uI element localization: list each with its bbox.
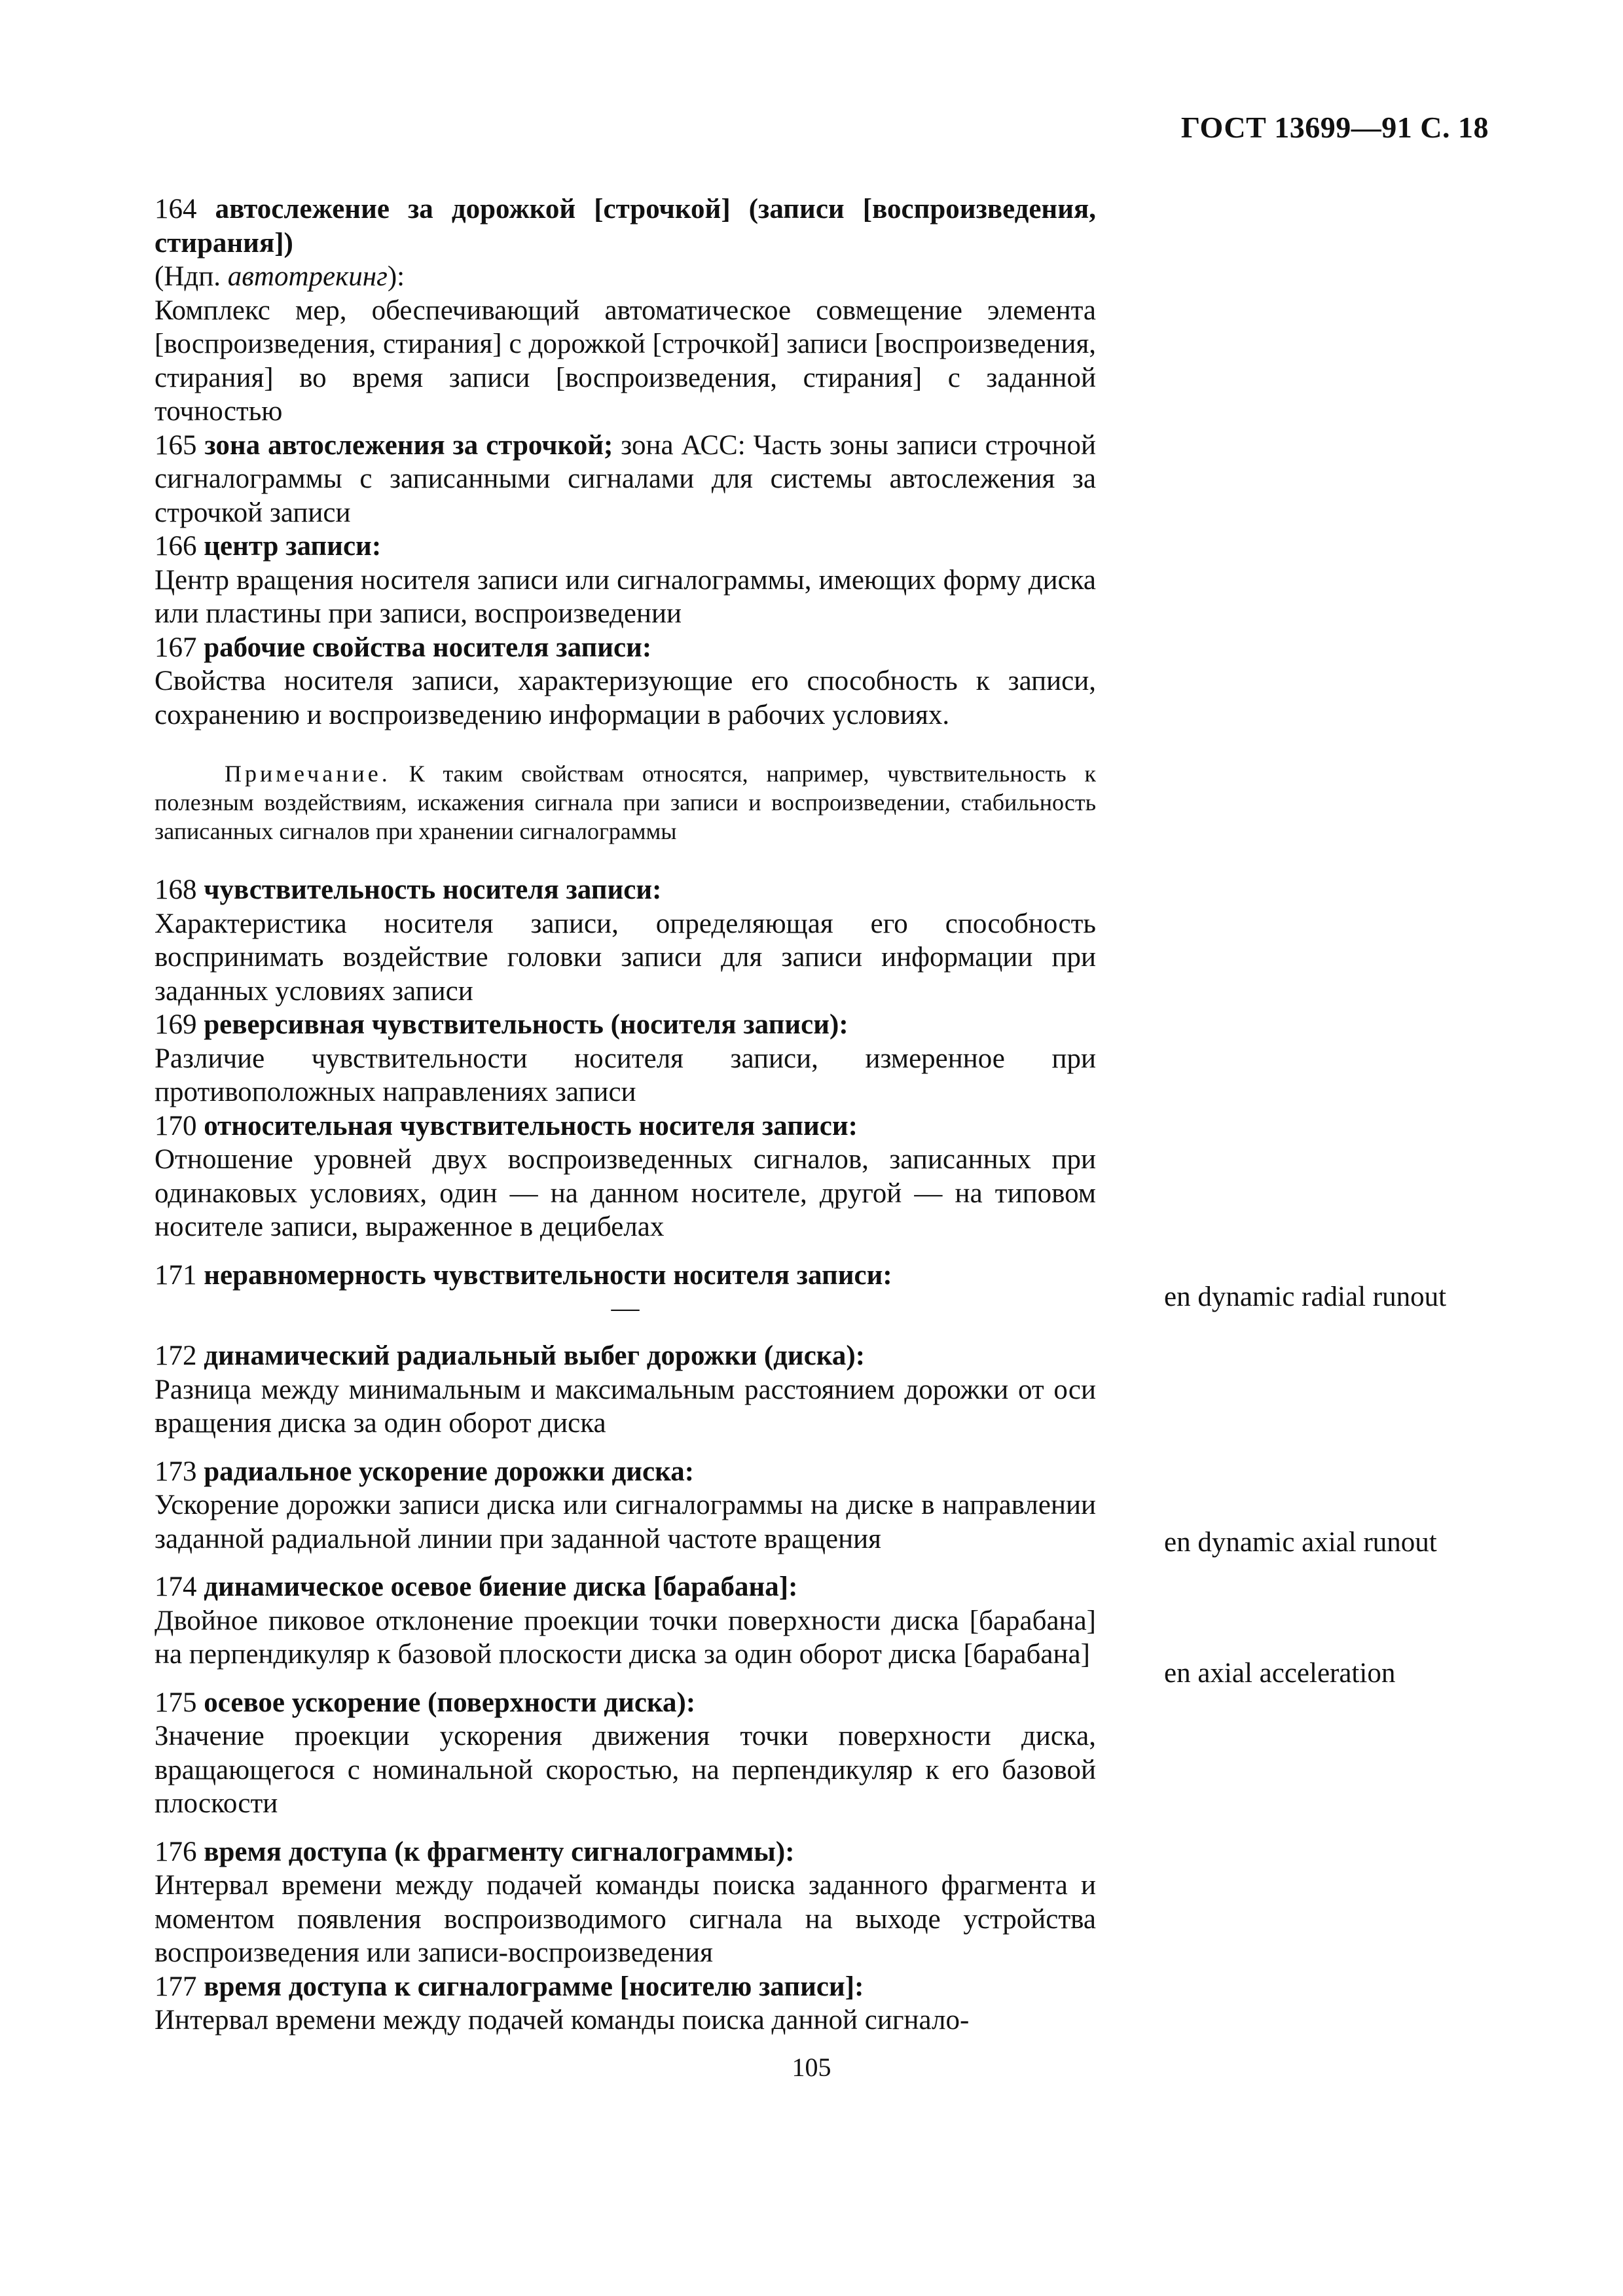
entry-176-head — [155, 1835, 1096, 1869]
entry-171 — [155, 1259, 1096, 1325]
entry-number: 164 — [155, 194, 197, 224]
entry-term: время доступа к сигналограмме [носителю записи]: — [204, 1971, 864, 2002]
entry-167-note — [155, 759, 1096, 846]
entry-number: 168 — [155, 874, 197, 905]
entry-173-head — [155, 1455, 1096, 1489]
terms-column — [155, 192, 1096, 2037]
entry-definition: Характеристика носителя записи, определяющая его способность воспринимать воздействие головки записи для записи информации при заданных условиях записи — [155, 908, 1096, 1007]
entry-term: рабочие свойства носителя записи: — [204, 632, 652, 663]
entry-definition: Отношение уровней двух воспроизведенных сигналов, записанных при одинаковых условиях, один — на данном носителе, другой — на типовом носителе записи, выраженное в децибелах — [155, 1144, 1096, 1242]
en-equivalent-174: en dynamic axial runout — [1164, 1527, 1437, 1558]
entry-number: 174 — [155, 1571, 197, 1602]
entry-171-head — [155, 1259, 1096, 1293]
entry-166-head — [155, 529, 1096, 564]
spacer — [155, 1672, 1096, 1686]
entry-definition: Свойства носителя записи, характеризующие его способность к записи, сохранению и воспроизведению информации в рабочих условиях. — [155, 666, 1096, 730]
entry-177-head — [155, 1970, 1096, 2004]
entry-term: реверсивная чувствительность (носителя записи): — [204, 1009, 848, 1040]
ndp-prefix: (Ндп. — [155, 261, 228, 292]
entry-number: 165 — [155, 429, 197, 461]
entry-174-head — [155, 1570, 1096, 1604]
entry-173 — [155, 1455, 1096, 1556]
entry-definition: Комплекс мер, обеспечивающий автоматическое совмещение элемента [воспроизведения, стирания] с дорожкой [строчкой] записи [воспроизведения, стирания] во время записи [воспроизведения, стирания] с заданной точностью — [155, 295, 1096, 427]
entry-166 — [155, 529, 1096, 631]
entry-170 — [155, 1109, 1096, 1244]
ndp-term: автотрекинг — [227, 261, 388, 292]
entry-number: 169 — [155, 1009, 197, 1040]
entry-167 — [155, 631, 1096, 846]
en-equivalent-175: en axial acceleration — [1164, 1658, 1396, 1689]
entry-175 — [155, 1686, 1096, 1821]
entry-number: 172 — [155, 1340, 197, 1371]
entry-term: время доступа (к фрагменту сигналограммы): — [204, 1836, 795, 1867]
entry-169 — [155, 1008, 1096, 1109]
page-header: ГОСТ 13699—91 С. 18 — [1180, 111, 1489, 144]
entry-167-head — [155, 631, 1096, 665]
spacer — [155, 1556, 1096, 1570]
entry-term: осевое ускорение (поверхности диска): — [204, 1687, 696, 1718]
entry-168 — [155, 873, 1096, 1008]
entry-definition: Ускорение дорожки записи диска или сигналограммы на диске в направлении заданной радиальной линии при заданной частоте вращения — [155, 1490, 1096, 1554]
note-label: Примечание. — [225, 761, 391, 787]
entry-number: 176 — [155, 1836, 197, 1867]
entry-definition: зона АСС: Часть зоны записи строчной сигналограммы с записанными сигналами для системы автослежения за строчкой записи — [155, 429, 1097, 528]
spacer — [155, 1821, 1096, 1835]
entry-number: 175 — [155, 1687, 197, 1718]
entry-172-head — [155, 1339, 1096, 1373]
entry-number: 167 — [155, 632, 197, 663]
spacer — [155, 1244, 1096, 1259]
spacer — [155, 1325, 1096, 1339]
entry-175-head — [155, 1686, 1096, 1720]
entry-term: радиальное ускорение дорожки диска: — [204, 1456, 695, 1487]
entry-174 — [155, 1570, 1096, 1672]
entry-164 — [155, 192, 1096, 429]
entry-definition: Интервал времени между подачей команды поиска заданного фрагмента и моментом появления воспроизводимого сигнала на выходе устройства воспроизведения или записи-воспроизведения — [155, 1870, 1096, 1968]
entry-definition: Двойное пиковое отклонение проекции точки поверхности диска [барабана] на перпендикуляр к базовой плоскости диска за один оборот диска [барабана] — [155, 1605, 1096, 1670]
entry-term: чувствительность носителя записи: — [204, 874, 662, 905]
entry-168-head — [155, 873, 1096, 907]
en-equivalent-172: en dynamic radial runout — [1164, 1282, 1447, 1312]
entry-term: неравномерность чувствительности носителя записи: — [204, 1259, 892, 1291]
entry-number: 171 — [155, 1259, 197, 1291]
entry-definition: Разница между минимальным и максимальным расстоянием дорожки от оси вращения диска за один оборот диска — [155, 1374, 1096, 1439]
page-number: 105 — [792, 2053, 831, 2082]
entry-number: 177 — [155, 1971, 197, 2002]
entry-definition: — — [611, 1293, 640, 1323]
entry-term: автослежение за дорожкой [строчкой] (записи [воспроизведения, стирания]) — [155, 194, 1096, 259]
entry-164-head — [155, 192, 1096, 260]
entry-term: зона автослежения за строчкой; — [204, 429, 613, 461]
entry-number: 166 — [155, 531, 197, 562]
entry-169-head — [155, 1008, 1096, 1042]
entry-definition: Центр вращения носителя записи или сигналограммы, имеющих форму диска или пластины при записи, воспроизведении — [155, 564, 1096, 629]
entry-165 — [155, 429, 1096, 530]
spacer — [155, 1441, 1096, 1455]
entry-172 — [155, 1339, 1096, 1441]
entry-definition: Значение проекции ускорения движения точки поверхности диска, вращающегося с номинальной скоростью, на перпендикуляр к его базовой плоскости — [155, 1721, 1096, 1819]
entry-term: динамическое осевое биение диска [барабана]: — [204, 1571, 798, 1602]
note-text: К таким свойствам относятся, например, чувствительность к полезным воздействиям, искажения сигнала при записи и воспроизведении, стабильность записанных сигналов при хранении сигналограммы — [155, 761, 1096, 844]
entry-definition: Интервал времени между подачей команды поиска данной сигнало- — [155, 2005, 970, 2036]
entry-term: динамический радиальный выбег дорожки (диска): — [204, 1340, 866, 1371]
entry-176 — [155, 1835, 1096, 1970]
entry-number: 170 — [155, 1110, 197, 1141]
entry-number: 173 — [155, 1456, 197, 1487]
entry-definition: Различие чувствительности носителя записи, измеренное при противоположных направлениях записи — [155, 1043, 1096, 1107]
entry-177 — [155, 1970, 1096, 2037]
entry-term: относительная чувствительность носителя записи: — [204, 1110, 858, 1141]
entry-164-ndp — [155, 260, 1096, 294]
entry-term: центр записи: — [204, 531, 382, 562]
ndp-suffix: ): — [387, 261, 405, 292]
entry-170-head — [155, 1109, 1096, 1143]
entry-165-text — [155, 429, 1096, 530]
